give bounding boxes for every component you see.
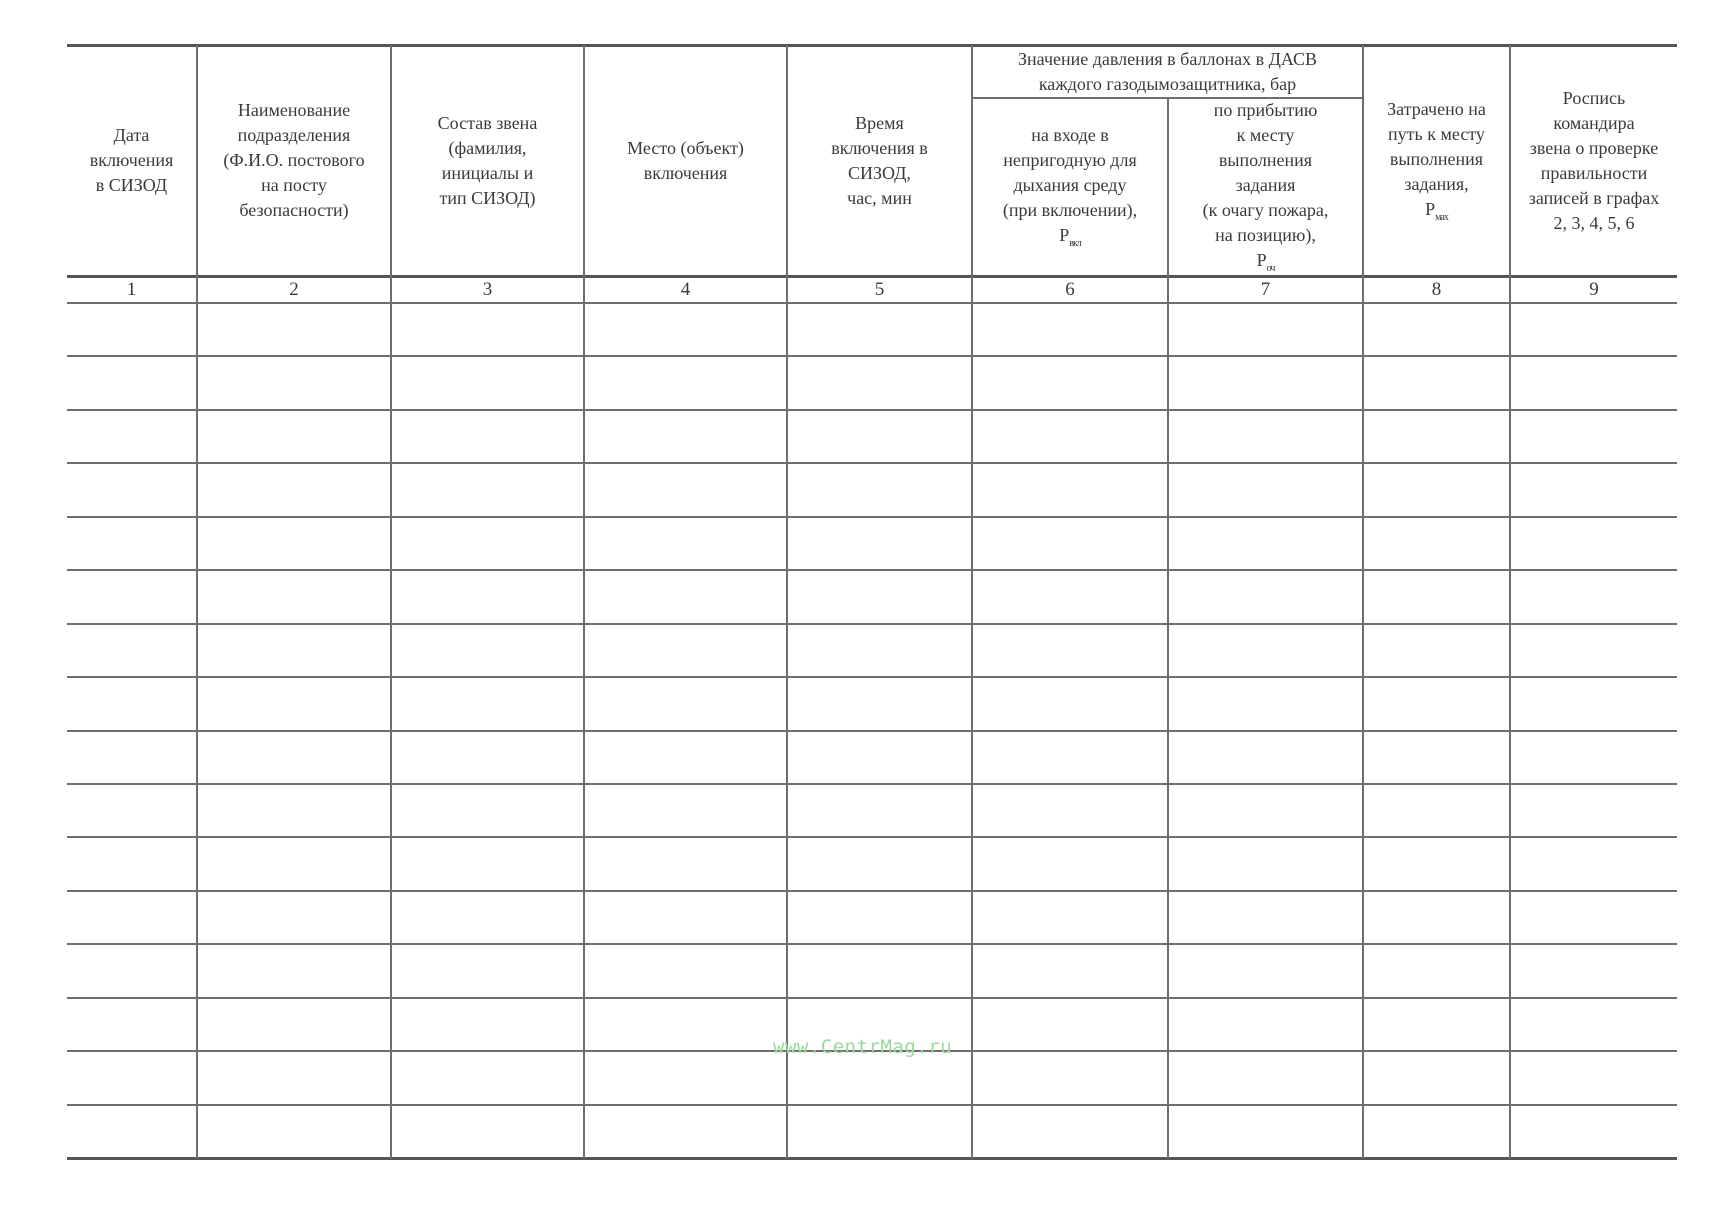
header-date: Дата включения в СИЗОД [89, 125, 174, 195]
pressure-arrival-subscript: оч [1266, 263, 1275, 274]
row-line [67, 890, 1677, 892]
spent-subscript: мах [1435, 211, 1448, 223]
row-line [67, 997, 1677, 999]
row-line [67, 462, 1677, 464]
header-time: Время включения в СИЗОД, час, мин [831, 112, 928, 208]
pressure-arrival-symbol: P [1256, 250, 1267, 270]
numbers-row-border [67, 302, 1677, 304]
table-bottom-border [67, 1157, 1677, 1160]
row-line [67, 569, 1677, 571]
column-number: 1 [126, 279, 137, 300]
row-line [67, 1104, 1677, 1106]
spent-symbol: P [1425, 198, 1436, 219]
row-line [67, 783, 1677, 785]
column-number: 2 [289, 279, 299, 300]
row-line [67, 355, 1677, 357]
row-line [67, 676, 1677, 678]
row-line [67, 730, 1677, 732]
column-number: 8 [1431, 279, 1442, 300]
header-commander-signature: Роспись командира звена о проверке правильности записей в графах 2, 3, 4, 5, 6 [1528, 87, 1660, 233]
row-line [67, 516, 1677, 518]
column-number: 4 [680, 279, 691, 300]
pressure-entry-symbol: P [1059, 225, 1070, 245]
header-pressure-entry: на входе в непригодную для дыхания среду (при включении), $P_{вкл}$ [1002, 125, 1138, 249]
row-line [67, 623, 1677, 625]
header-unit-name: Наименование подразделения (Ф.И.О. постового на посту безопасности) [223, 100, 365, 220]
column-number: 6 [1065, 279, 1075, 300]
header-pressure-group: Значение давления в баллонах в ДАСВ каждого газодымозащитника, бар [1018, 48, 1317, 94]
row-line [67, 836, 1677, 838]
header-spent-on-way: Затрачено на путь к месту выполнения задания, $P_{мах}$ [1387, 98, 1486, 223]
column-number: 3 [482, 279, 493, 300]
column-number: 9 [1589, 279, 1599, 300]
column-number: 5 [874, 279, 885, 300]
watermark: www.CentrMag.ru [773, 1036, 953, 1058]
header-team-composition: Состав звена (фамилия, инициалы и тип СИЗОД) [437, 112, 538, 208]
row-line [67, 409, 1677, 411]
pressure-entry-subscript: вкл [1069, 238, 1081, 249]
header-pressure-arrival: по прибытию к месту выполнения задания (к очагу пожара, на позицию), $P_{оч}$ [1202, 100, 1329, 274]
header-place: Место (объект) включения [627, 137, 744, 183]
row-line [67, 943, 1677, 945]
column-number: 7 [1260, 279, 1271, 300]
